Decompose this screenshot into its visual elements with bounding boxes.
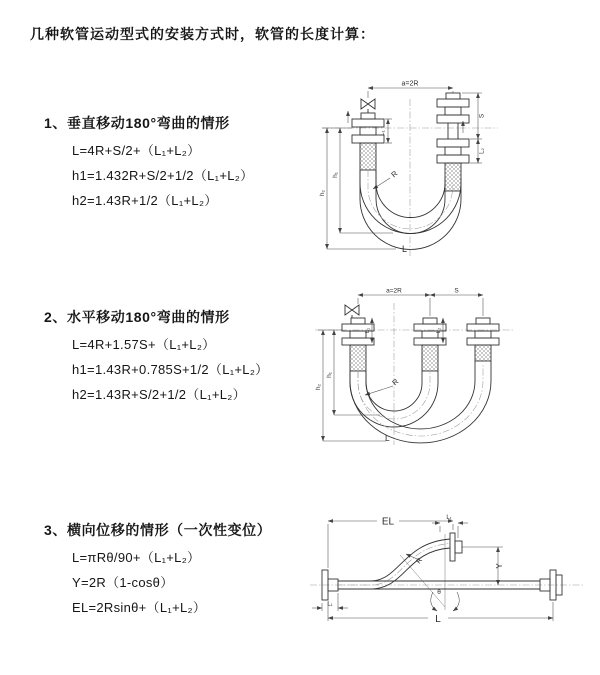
- dim-label-l1: L₁: [380, 130, 386, 136]
- dim-label-r: R: [389, 168, 400, 180]
- diagram3-labels: [327, 515, 504, 625]
- section-3-formula-EL: EL=2Rsinθ+（L₁+L₂）: [72, 600, 207, 615]
- dim-label-h1: h₁: [326, 372, 333, 378]
- section-2-formula-h2: h2=1.43R+S/2+1/2（L₁+L₂）: [72, 387, 246, 402]
- section-3-formula-Y: Y=2R（1-cosθ）: [72, 575, 174, 590]
- dim-label-l2: L₂: [436, 327, 442, 334]
- section-2-formula-h1: h1=1.43R+0.785S+1/2（L₁+L₂）: [72, 362, 269, 377]
- braided-hose-middle: [422, 345, 438, 371]
- dimension-lines: [318, 295, 483, 441]
- section-1-formula-L: L=4R+S/2+（L₁+L₂）: [72, 143, 201, 158]
- radius-leader: [365, 386, 393, 395]
- page-title: 几种软管运动型式的安装方式时，软管的长度计算：: [30, 26, 375, 42]
- braided-hose-right: [445, 163, 461, 191]
- dim-label-y: Y: [495, 563, 504, 569]
- dim-label-s: S: [478, 113, 486, 119]
- diagram-horizontal-180-bend: [300, 283, 600, 455]
- dim-label-span: a=2R: [386, 287, 402, 295]
- dim-label-r: R: [415, 557, 425, 566]
- braided-hose-left: [360, 143, 376, 170]
- dim-label-el: EL: [381, 516, 395, 528]
- radius-leader: [373, 178, 390, 189]
- dim-label-l: L: [435, 614, 441, 625]
- flange-right-upper: [437, 99, 469, 107]
- hose-assembly: [352, 93, 469, 249]
- dim-label-theta: θ: [437, 589, 441, 596]
- section-1-heading: 1、垂直移动180°弯曲的情形: [44, 115, 230, 131]
- valve-icon: [361, 99, 375, 109]
- dim-label-h1: h₁: [332, 172, 339, 178]
- hose-s-curve-upper-wall: [338, 539, 450, 581]
- flange-right-lower: [437, 139, 469, 147]
- dim-label-l1: L₁: [365, 328, 371, 333]
- hose-assembly: [322, 533, 562, 600]
- hose-s-curve-lower-wall: [338, 548, 450, 589]
- dim-label-span: a=2R: [401, 80, 419, 88]
- section-2-formula-L: L=4R+1.57S+（L₁+L₂）: [72, 337, 216, 352]
- section-2-heading: 2、水平移动180°弯曲的情形: [44, 309, 230, 325]
- section-1-formula-h2: h2=1.43R+1/2（L₁+L₂）: [72, 193, 218, 208]
- section-3-heading: 3、横向位移的情形（一次性变位）: [44, 522, 272, 538]
- dim-label-r: R: [390, 376, 401, 388]
- dim-label-l1-top: L₁: [446, 515, 452, 521]
- diagram-lateral-displacement: [300, 498, 600, 643]
- theta-arc-right: [453, 592, 459, 611]
- braided-hose-left: [350, 345, 366, 371]
- dim-label-s: S: [454, 287, 459, 295]
- flange-displaced: [450, 533, 455, 561]
- flange-left: [352, 119, 384, 127]
- diagram-vertical-180-bend: [300, 75, 515, 260]
- dim-label-h2: h₂: [315, 383, 322, 391]
- theta-arc-left: [431, 592, 437, 611]
- section-3-formula-L: L=πRθ/90+（L₁+L₂）: [72, 550, 201, 565]
- valve-icon: [345, 305, 359, 315]
- hose-assembly: [342, 305, 499, 443]
- dim-label-l1-bottom: L₁: [327, 601, 333, 608]
- dim-label-l: L: [402, 244, 408, 254]
- braided-hose-right: [475, 345, 491, 361]
- dim-label-h2: h₂: [319, 189, 326, 197]
- section-1-formula-h1: h1=1.432R+S/2+1/2（L₁+L₂）: [72, 168, 254, 183]
- dimension-lines: [312, 521, 553, 621]
- dim-label-l2: L₂: [479, 148, 486, 154]
- dim-label-l: L: [385, 433, 390, 443]
